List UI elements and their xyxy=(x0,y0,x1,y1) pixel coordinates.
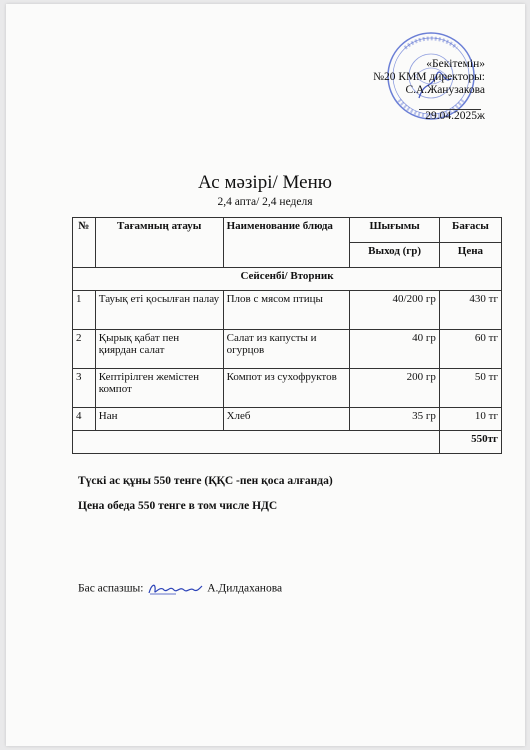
header-name-ru: Наименование блюда xyxy=(223,218,350,268)
table-row xyxy=(73,408,502,431)
row-price: 430 тг xyxy=(439,291,501,330)
row-num: 2 xyxy=(73,330,96,369)
approval-position: №20 КММ директоры: xyxy=(373,71,485,83)
row-output: 200 гр xyxy=(350,369,439,408)
note-ru: Цена обеда 550 тенге в том числе НДС xyxy=(78,500,278,512)
header-price-kz: Бағасы xyxy=(439,218,501,243)
row-output: 40/200 гр xyxy=(350,291,439,330)
table-row xyxy=(73,291,502,330)
signature-icon xyxy=(146,581,204,597)
approval-block xyxy=(340,58,485,123)
row-name-kz: Қырық қабат пен қиярдан салат xyxy=(95,330,223,369)
total-spacer xyxy=(73,431,440,454)
page-subtitle: 2,4 апта/ 2,4 неделя xyxy=(217,196,313,208)
header-price-ru: Цена xyxy=(439,243,501,268)
note-kz: Түскі ас құны 550 тенге (ҚҚС -пен қоса алғанда) xyxy=(78,475,333,487)
approval-date: 29.04.2025ж xyxy=(425,110,485,122)
row-output: 40 гр xyxy=(350,330,439,369)
chef-label: Бас аспазшы: xyxy=(78,582,144,595)
row-num: 1 xyxy=(73,291,96,330)
menu-table xyxy=(72,217,502,454)
header-output-kz: Шығымы xyxy=(350,218,439,243)
header-output-ru: Выход (гр) xyxy=(350,243,439,268)
row-name-ru: Салат из капусты и огурцов xyxy=(223,330,350,369)
row-name-ru: Компот из сухофруктов xyxy=(223,369,350,408)
row-num: 4 xyxy=(73,408,96,431)
total-row xyxy=(73,431,502,454)
approval-director-name: С.А.Жанузакова xyxy=(405,84,485,96)
header-num: № xyxy=(73,218,96,268)
signature-line xyxy=(419,100,481,110)
total-value: 550тг xyxy=(439,431,501,454)
row-name-ru: Плов с мясом птицы xyxy=(223,291,350,330)
row-name-kz: Тауық еті қосылған палау xyxy=(95,291,223,330)
page-title: Ас мәзірі/ Меню xyxy=(198,172,332,193)
row-output: 35 гр xyxy=(350,408,439,431)
chef-signature-block xyxy=(78,581,282,597)
row-num: 3 xyxy=(73,369,96,408)
row-price: 10 тг xyxy=(439,408,501,431)
chef-name: А.Дилдаханова xyxy=(207,582,283,595)
day-row: Сейсенбі/ Вторник xyxy=(73,268,502,291)
row-name-kz: Нан xyxy=(95,408,223,431)
row-price: 50 тг xyxy=(439,369,501,408)
table-row xyxy=(73,369,502,408)
header-name-kz: Тағамның атауы xyxy=(95,218,223,268)
row-name-ru: Хлеб xyxy=(223,408,350,431)
row-name-kz: Кептірілген жемістен компот xyxy=(95,369,223,408)
approval-heading: «Бекітемін» xyxy=(426,58,485,70)
table-row xyxy=(73,330,502,369)
row-price: 60 тг xyxy=(439,330,501,369)
